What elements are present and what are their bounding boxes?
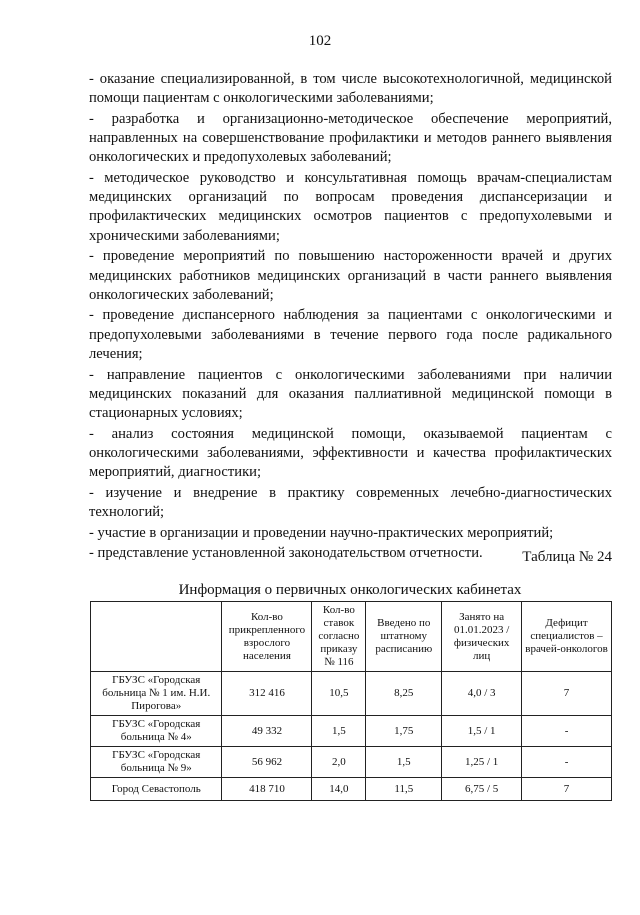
- list-item: - методическое руководство и консультативная помощь врачам-специалистам медицинских организаций по вопросам проведения диспансеризации и профилактических медицинских осмотров пациентов с предопухолевыми и хроническими заболеваниями;: [89, 170, 612, 244]
- list-item: - проведение мероприятий по повышению настороженности врачей и других медицинских работников медицинских организаций в части раннего выявления онкологических заболеваний;: [89, 248, 612, 303]
- table-caption: Таблица № 24: [522, 549, 612, 565]
- table-row: [91, 778, 612, 801]
- table-row: [91, 672, 612, 716]
- table-cell: 1,5: [366, 747, 442, 778]
- list-item: - представление установленной законодательством отчетности.: [89, 545, 483, 562]
- list-item: - направление пациентов с онкологическими заболеваниями при наличии медицинских показаний для оказания паллиативной медицинской помощи в стационарных условиях;: [89, 366, 612, 421]
- body-text: [89, 70, 612, 565]
- table-cell: -: [522, 716, 612, 747]
- table-cell: 418 710: [222, 778, 312, 801]
- table-cell: 1,25 / 1: [442, 747, 522, 778]
- table-cell: ГБУЗС «Городская больница № 4»: [91, 716, 222, 747]
- list-item: - анализ состояния медицинской помощи, оказываемой пациентам с онкологическими заболеваниями, эффективности и качества профилактических мероприятий, диагностики;: [89, 425, 612, 481]
- page-number: 102: [308, 33, 332, 49]
- table-cell: 1,75: [366, 716, 442, 747]
- table-cell: 56 962: [222, 747, 312, 778]
- header-cell-deficit: Дефицит специалистов – врачей-онкологов: [522, 602, 612, 672]
- table-cell: 7: [522, 672, 612, 716]
- list-item: - проведение диспансерного наблюдения за пациентами с онкологическими и предопухолевыми заболеваниями в течение первого года после радикального лечения;: [89, 307, 612, 362]
- table-cell: 312 416: [222, 672, 312, 716]
- table-cell: 4,0 / 3: [442, 672, 522, 716]
- table-cell: 2,0: [312, 747, 366, 778]
- list-item: - участие в организации и проведении научно-практических мероприятий;: [89, 524, 554, 541]
- table-cell: 1,5 / 1: [442, 716, 522, 747]
- table-cell: 6,75 / 5: [442, 778, 522, 801]
- header-cell-occupied: Занято на 01.01.2023 / физических лиц: [442, 602, 522, 672]
- table-cell: 1,5: [312, 716, 366, 747]
- header-cell-staffing: Введено по штатному расписанию: [366, 602, 442, 672]
- table-cell: -: [522, 747, 612, 778]
- table-cell: 8,25: [366, 672, 442, 716]
- table-row: [91, 716, 612, 747]
- oncology-cabinets-table: [90, 601, 612, 801]
- table-cell: 11,5: [366, 778, 442, 801]
- header-cell-population: Кол-во прикрепленного взрослого населения: [222, 602, 312, 672]
- table-cell: ГБУЗС «Городская больница № 1 им. Н.И. Пирогова»: [91, 672, 222, 716]
- table-cell: 49 332: [222, 716, 312, 747]
- table-title: Информация о первичных онкологических кабинетах: [178, 582, 522, 598]
- table-cell: 14,0: [312, 778, 366, 801]
- header-cell-organization: [91, 602, 222, 672]
- list-item: - разработка и организационно-методическое обеспечение мероприятий, направленных на совершенствование профилактики и методов раннего выявления онкологических и предопухолевых заболеваний;: [89, 110, 612, 166]
- table-header-row: [91, 602, 612, 672]
- header-cell-rates: Кол-во ставок согласно приказу № 116: [312, 602, 366, 672]
- table-cell: 7: [522, 778, 612, 801]
- list-item: - изучение и внедрение в практику современных лечебно-диагностических технологий;: [89, 484, 612, 520]
- table-cell: ГБУЗС «Городская больница № 9»: [91, 747, 222, 778]
- list-item: - оказание специализированной, в том числе высокотехнологичной, медицинской помощи пациентам с онкологическими заболеваниями;: [89, 71, 612, 107]
- table-cell: Город Севастополь: [91, 778, 222, 801]
- table-row: [91, 747, 612, 778]
- table-cell: 10,5: [312, 672, 366, 716]
